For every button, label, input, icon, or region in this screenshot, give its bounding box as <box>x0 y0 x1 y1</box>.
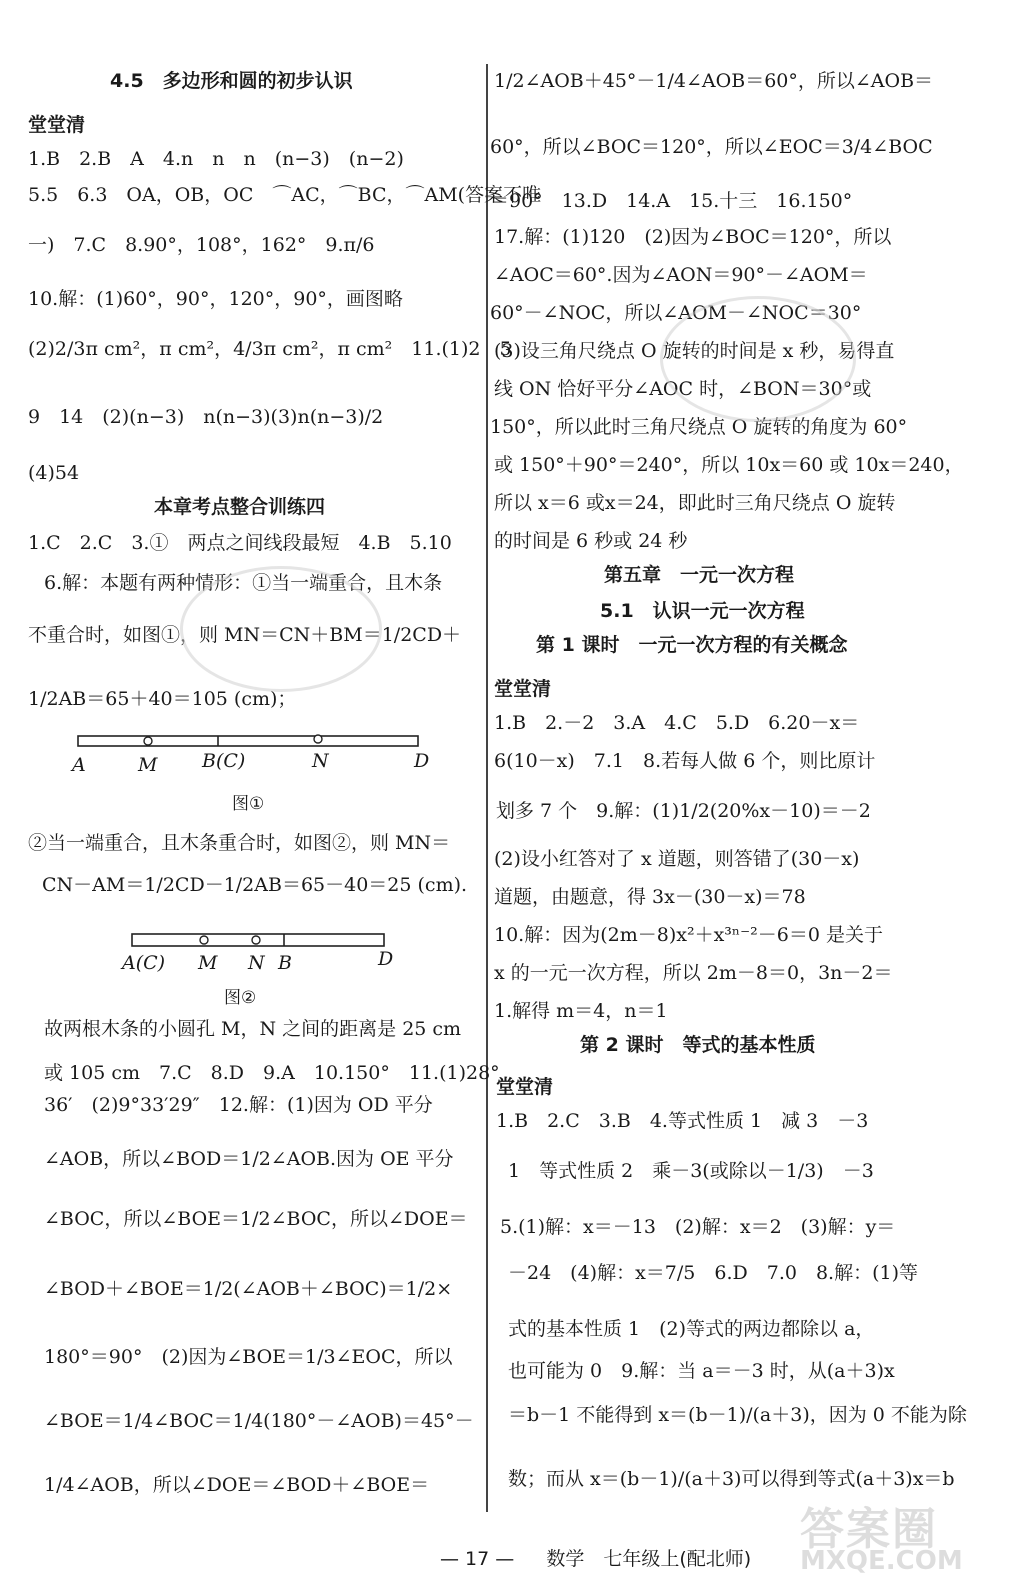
answer-line: 1 等式性质 2 乘－3(或除以－1/3) －3 <box>508 1160 874 1182</box>
answer-line: 1/2AB＝65＋40＝105 (cm)； <box>28 688 297 710</box>
watermark-url: MXQE.COM <box>800 1546 963 1576</box>
stick-1 <box>78 736 418 746</box>
answer-line: ∠BOD＋∠BOE＝1/2(∠AOB＋∠BOC)＝1/2× <box>44 1278 453 1300</box>
answer-line: ∠AOC＝60°.因为∠AON＝90°－∠AOM＝ <box>494 264 868 286</box>
answer-line: 也可能为 0 9.解：当 a＝－3 时，从(a＋3)x <box>508 1360 895 1382</box>
point-label-d: D <box>414 750 430 772</box>
answer-line: 17.解：(1)120 (2)因为∠BOC＝120°，所以 <box>494 226 892 248</box>
faint-stamp <box>660 296 856 422</box>
answer-line: 6(10－x) 7.1 8.若每人做 6 个，则比原计 <box>494 750 876 772</box>
watermark-mark: 答案圈 <box>800 1504 938 1555</box>
point-label-m: M <box>198 952 218 974</box>
figure-2 <box>122 926 394 974</box>
answer-line: 数；而从 x＝(b－1)/(a＋3)可以得到等式(a＋3)x＝b <box>508 1468 955 1490</box>
answer-line: 道题，由题意，得 3x－(30－x)＝78 <box>494 886 806 908</box>
answer-line: 180°＝90° (2)因为∠BOE＝1/3∠EOC，所以 <box>44 1346 453 1368</box>
answer-line: 线 ON 恰好平分∠AOC 时，∠BON＝30°或 <box>494 378 872 400</box>
chapter-5-heading: 第五章 一元一次方程 <box>604 564 795 586</box>
answer-line: 10.解：(1)60°，90°，120°，90°，画图略 <box>28 288 403 310</box>
answer-line: 10.解：因为(2m－8)x²＋x³ⁿ⁻²－6＝0 是关于 <box>494 924 883 946</box>
answer-line: 1.解得 m＝4，n＝1 <box>494 1000 668 1022</box>
point-label-b: B <box>278 952 292 974</box>
answer-line: 60°，所以∠BOC＝120°，所以∠EOC＝3/4∠BOC <box>490 136 933 158</box>
answer-line: ∠BOC，所以∠BOE＝1/2∠BOC，所以∠DOE＝ <box>44 1208 468 1230</box>
point-label-a: A <box>72 754 86 776</box>
answer-line: 36′ (2)9°33′29″ 12.解：(1)因为 OD 平分 <box>44 1094 433 1116</box>
answer-line: x 的一元一次方程，所以 2m－8＝0，3n－2＝ <box>494 962 893 984</box>
answer-line: －24 (4)解：x＝7/5 6.D 7.0 8.解：(1)等 <box>508 1262 919 1284</box>
answer-line: ∠BOE＝1/4∠BOC＝1/4(180°－∠AOB)＝45°－ <box>44 1410 474 1432</box>
answer-line: ＝b－1 不能得到 x＝(b－1)/(a＋3)，因为 0 不能为除 <box>508 1404 967 1426</box>
answer-line: CN－AM＝1/2CD－1/2AB＝65－40＝25 (cm). <box>42 874 468 896</box>
answer-line: 一) 7.C 8.90°，108°，162° 9.π/6 <box>28 234 375 256</box>
answer-line: 1.B 2.C 3.B 4.等式性质 1 减 3 －3 <box>496 1110 869 1132</box>
answer-line: 不重合时，如图①，则 MN＝CN＋BM＝1/2CD＋ <box>28 624 462 646</box>
answer-line: 1/4∠AOB，所以∠DOE＝∠BOD＋∠BOE＝ <box>44 1474 430 1496</box>
answer-line: (3)设三角尺绕点 O 旋转的时间是 x 秒，易得直 <box>494 340 895 362</box>
answer-line: (4)54 <box>28 462 80 484</box>
answer-line: 1.C 2.C 3.① 两点之间线段最短 4.B 5.10 <box>28 532 452 554</box>
tangtangqing-label: 堂堂清 <box>494 678 552 700</box>
answer-line: 6.解：本题有两种情形：①当一端重合，且木条 <box>44 572 443 594</box>
tangtangqing-label: 堂堂清 <box>28 114 86 136</box>
answer-line: 1.B 2.－2 3.A 4.C 5.D 6.20－x＝ <box>494 712 860 734</box>
answer-line: 或 150°＋90°＝240°，所以 10x＝60 或 10x＝240， <box>494 454 964 476</box>
answer-line: 60°－∠NOC，所以∠AOM－∠NOC＝30° <box>490 302 862 324</box>
answer-line: 的时间是 6 秒或 24 秒 <box>494 530 688 552</box>
hole-m <box>200 936 208 944</box>
answer-line: 划多 7 个 9.解：(1)1/2(20%x－10)＝－2 <box>496 800 871 822</box>
answer-line: ∠AOB，所以∠BOD＝1/2∠AOB.因为 OE 平分 <box>44 1148 454 1170</box>
hole-n <box>314 735 322 743</box>
answer-line: (2)2/3π cm²，π cm²，4/3π cm²，π cm² 11.(1)2 5 <box>28 338 512 360</box>
figure-1-caption: 图① <box>232 794 265 814</box>
point-label-bc: B(C) <box>202 750 246 772</box>
hole-m <box>144 737 152 745</box>
book-title: 数学 七年级上(配北师) <box>546 1548 752 1570</box>
faint-stamp <box>180 566 382 692</box>
watermark <box>800 1504 1010 1584</box>
point-label-n: N <box>312 750 329 772</box>
answer-line: 式的基本性质 1 (2)等式的两边都除以 a， <box>508 1318 875 1340</box>
answer-line: 5.(1)解：x＝－13 (2)解：x＝2 (3)解：y＝ <box>500 1216 896 1238</box>
page-number: — 17 — <box>440 1548 515 1570</box>
answer-line: ＝90° 13.D 14.A 15.十三 16.150° <box>490 190 853 212</box>
point-label-n: N <box>248 952 265 974</box>
lesson-1-heading: 第 1 课时 一元一次方程的有关概念 <box>536 634 848 656</box>
answer-line: 1.B 2.B A 4.n n n (n−3) (n−2) <box>28 148 404 170</box>
point-label-m: M <box>138 754 158 776</box>
figure-2-caption: 图② <box>224 988 257 1008</box>
answer-line: ②当一端重合，且木条重合时，如图②，则 MN＝ <box>28 832 451 854</box>
column-divider <box>486 64 488 1512</box>
section-heading-4-5: 4.5 多边形和圆的初步认识 <box>110 70 353 92</box>
answer-line: 9 14 (2)(n−3) n(n−3)(3)n(n−3)/2 <box>28 406 384 428</box>
figure-1 <box>72 728 430 776</box>
chapter-review-heading: 本章考点整合训练四 <box>154 496 326 518</box>
answer-line: 所以 x＝6 或x＝24，即此时三角尺绕点 O 旋转 <box>494 492 896 514</box>
point-label-d: D <box>378 948 394 970</box>
answer-line: 5.5 6.3 OA，OB，OC ⌒AC，⌒BC，⌒AM(答案不唯 <box>28 184 542 206</box>
section-5-1-heading: 5.1 认识一元一次方程 <box>600 600 805 622</box>
page-footer <box>440 1550 751 1569</box>
hole-n <box>252 936 260 944</box>
answer-line: (2)设小红答对了 x 道题，则答错了(30－x) <box>494 848 860 870</box>
answer-line: 故两根木条的小圆孔 M，N 之间的距离是 25 cm <box>44 1018 462 1040</box>
answer-line: 或 105 cm 7.C 8.D 9.A 10.150° 11.(1)28° <box>44 1062 500 1084</box>
figure-1-diagram <box>78 728 428 768</box>
answer-line: 150°，所以此时三角尺绕点 O 旋转的角度为 60° <box>490 416 908 438</box>
answer-line: 1/2∠AOB＋45°－1/4∠AOB＝60°，所以∠AOB＝ <box>494 70 934 92</box>
lesson-2-heading: 第 2 课时 等式的基本性质 <box>580 1034 816 1056</box>
point-label-ac: A(C) <box>122 952 166 974</box>
tangtangqing-label: 堂堂清 <box>496 1076 554 1098</box>
